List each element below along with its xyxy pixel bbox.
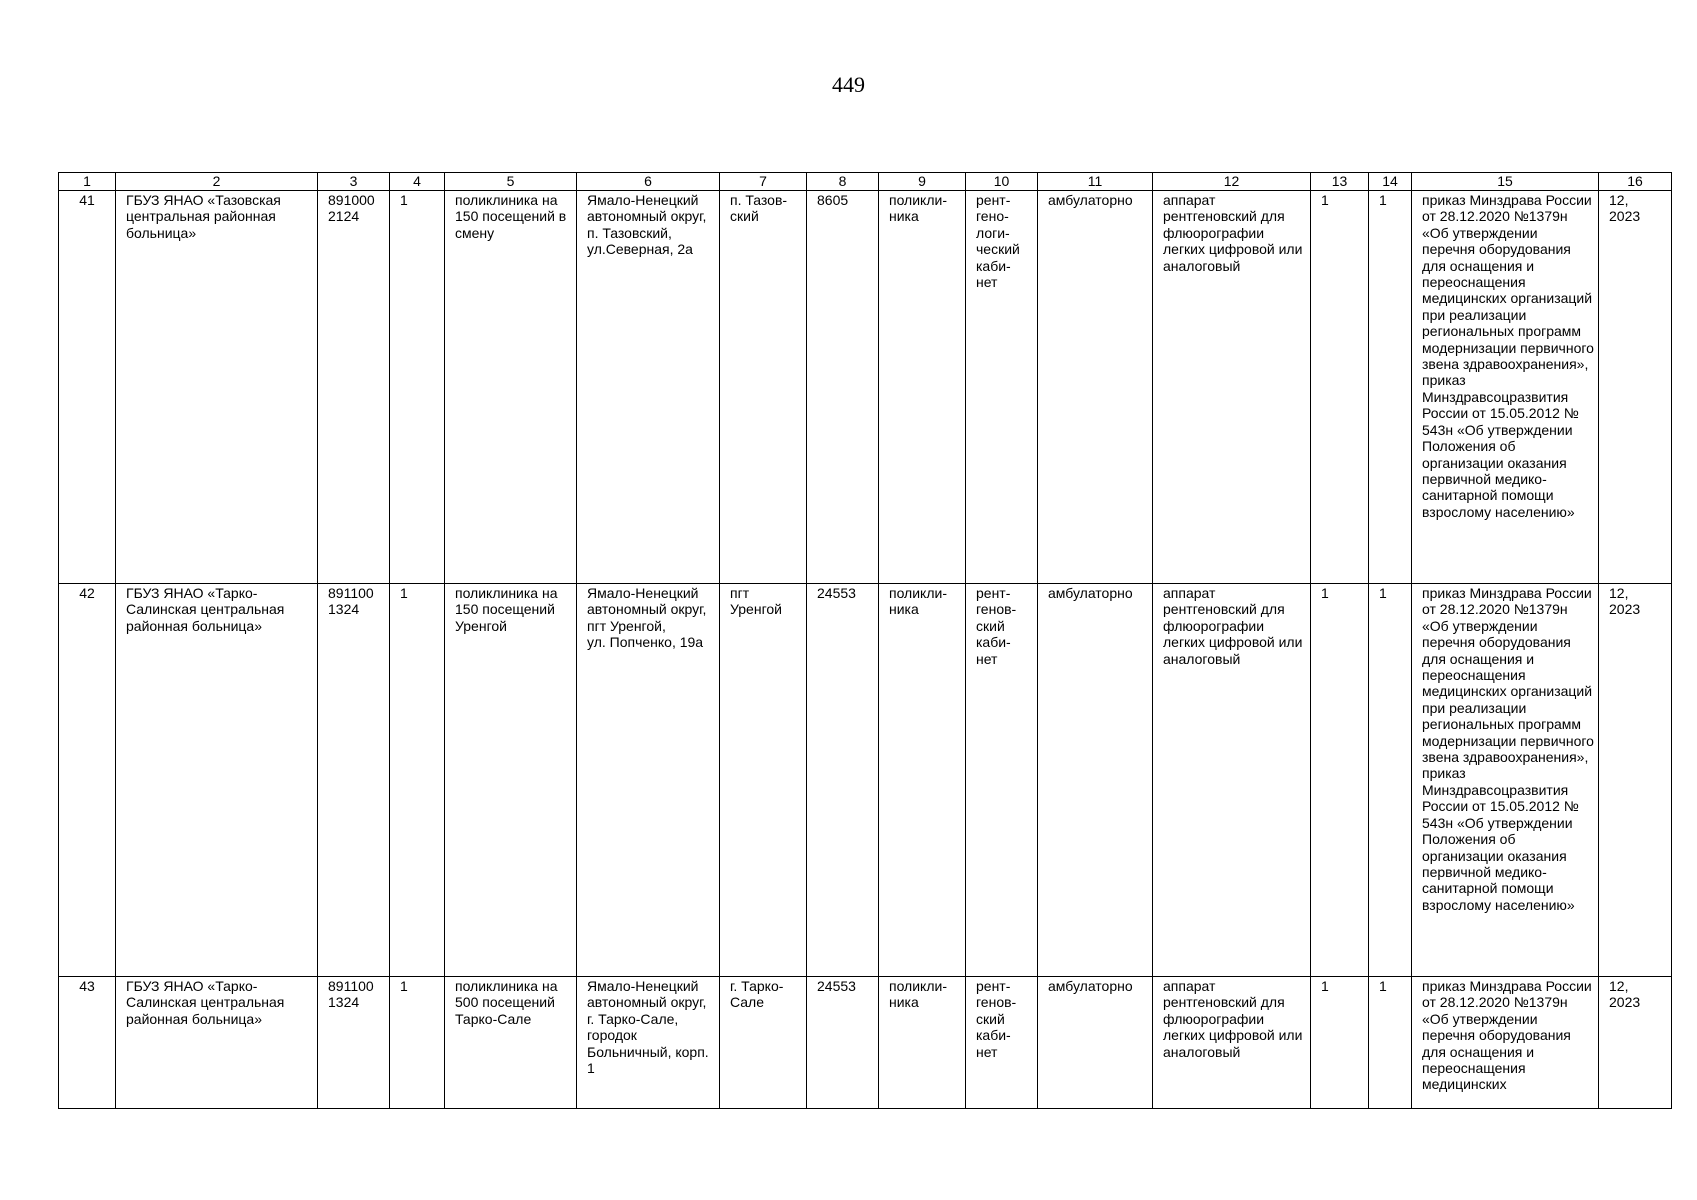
care-condition: амбулаторно xyxy=(1038,584,1153,977)
table-row xyxy=(59,584,1672,977)
settlement: пгт Уренгой xyxy=(720,584,807,977)
department-type: поликли-ника xyxy=(879,584,966,977)
col-14-value: 1 xyxy=(1369,977,1412,1109)
col-header-14: 14 xyxy=(1369,173,1412,191)
address: Ямало-Ненецкий автономный округ, пгт Уренгой, ул. Попченко, 19а xyxy=(577,584,720,977)
room-type: рент- генов- ский каби- нет xyxy=(966,584,1038,977)
col-4-value: 1 xyxy=(390,191,445,584)
department-type: поликли-ника xyxy=(879,977,966,1109)
col-14-value: 1 xyxy=(1369,584,1412,977)
row-number: 42 xyxy=(59,584,116,977)
regulation-reference: приказ Минздрава России от 28.12.2020 №1379н «Об утверждении перечня оборудования для оснащения и переоснащения медицинских организаций при реализации региональных программ модернизации первичного звена здравоохранения», приказ Минздравсоцразвития России от 15.05.2012 № 543н «Об утверждении Положения об организации оказания первичной медико-санитарной помощи взрослому населению» xyxy=(1412,191,1599,584)
col-header-1: 1 xyxy=(59,173,116,191)
population: 24553 xyxy=(807,977,879,1109)
care-condition: амбулаторно xyxy=(1038,191,1153,584)
col-14-value: 1 xyxy=(1369,191,1412,584)
inn-code: 891100 1324 xyxy=(318,977,390,1109)
col-13-value: 1 xyxy=(1311,191,1369,584)
equipment-table xyxy=(58,172,1672,1109)
col-4-value: 1 xyxy=(390,977,445,1109)
period: 12, 2023 xyxy=(1599,977,1672,1109)
table-row xyxy=(59,191,1672,584)
room-type: рент- генов- ский каби- нет xyxy=(966,977,1038,1109)
organization-name: ГБУЗ ЯНАО «Тазовская центральная районная больница» xyxy=(116,191,318,584)
col-header-6: 6 xyxy=(577,173,720,191)
col-header-3: 3 xyxy=(318,173,390,191)
facility-description: поликлиника на 500 посещений Тарко-Сале xyxy=(445,977,577,1109)
period: 12, 2023 xyxy=(1599,191,1672,584)
population: 8605 xyxy=(807,191,879,584)
facility-description: поликлиника на 150 посещений Уренгой xyxy=(445,584,577,977)
col-13-value: 1 xyxy=(1311,977,1369,1109)
population: 24553 xyxy=(807,584,879,977)
col-4-value: 1 xyxy=(390,584,445,977)
regulation-reference: приказ Минздрава России от 28.12.2020 №1379н «Об утверждении перечня оборудования для оснащения и переоснащения медицинских организаций при реализации региональных программ модернизации первичного звена здравоохранения», приказ Минздравсоцразвития России от 15.05.2012 № 543н «Об утверждении Положения об организации оказания первичной медико-санитарной помощи взрослому населению» xyxy=(1412,584,1599,977)
col-header-15: 15 xyxy=(1412,173,1599,191)
care-condition: амбулаторно xyxy=(1038,977,1153,1109)
col-header-9: 9 xyxy=(879,173,966,191)
inn-code: 891100 1324 xyxy=(318,584,390,977)
organization-name: ГБУЗ ЯНАО «Тарко-Салинская центральная районная больница» xyxy=(116,977,318,1109)
department-type: поликли-ника xyxy=(879,191,966,584)
page-number: 449 xyxy=(832,72,865,97)
equipment-name: аппарат рентгеновский для флюорографии легких цифровой или аналоговый xyxy=(1153,584,1311,977)
row-number: 41 xyxy=(59,191,116,584)
col-header-11: 11 xyxy=(1038,173,1153,191)
col-13-value: 1 xyxy=(1311,584,1369,977)
inn-code: 891000 2124 xyxy=(318,191,390,584)
organization-name: ГБУЗ ЯНАО «Тарко-Салинская центральная районная больница» xyxy=(116,584,318,977)
address: Ямало-Ненецкий автономный округ, г. Тарко-Сале, городок Больничный, корп. 1 xyxy=(577,977,720,1109)
col-header-4: 4 xyxy=(390,173,445,191)
table-row xyxy=(59,977,1672,1109)
row-number: 43 xyxy=(59,977,116,1109)
period: 12, 2023 xyxy=(1599,584,1672,977)
col-header-2: 2 xyxy=(116,173,318,191)
equipment-name: аппарат рентгеновский для флюорографии легких цифровой или аналоговый xyxy=(1153,191,1311,584)
address: Ямало-Ненецкий автономный округ, п. Тазовский, ул.Северная, 2а xyxy=(577,191,720,584)
col-header-7: 7 xyxy=(720,173,807,191)
facility-description: поликлиника на 150 посещений в смену xyxy=(445,191,577,584)
settlement: г. Тарко-Сале xyxy=(720,977,807,1109)
column-number-row xyxy=(59,173,1672,191)
col-header-8: 8 xyxy=(807,173,879,191)
col-header-16: 16 xyxy=(1599,173,1672,191)
col-header-12: 12 xyxy=(1153,173,1311,191)
regulation-reference: приказ Минздрава России от 28.12.2020 №1379н «Об утверждении перечня оборудования для оснащения и переоснащения медицинских xyxy=(1412,977,1599,1109)
room-type: рент- гено- логи- ческий каби- нет xyxy=(966,191,1038,584)
col-header-10: 10 xyxy=(966,173,1038,191)
col-header-5: 5 xyxy=(445,173,577,191)
col-header-13: 13 xyxy=(1311,173,1369,191)
equipment-name: аппарат рентгеновский для флюорографии легких цифровой или аналоговый xyxy=(1153,977,1311,1109)
settlement: п. Тазов-ский xyxy=(720,191,807,584)
